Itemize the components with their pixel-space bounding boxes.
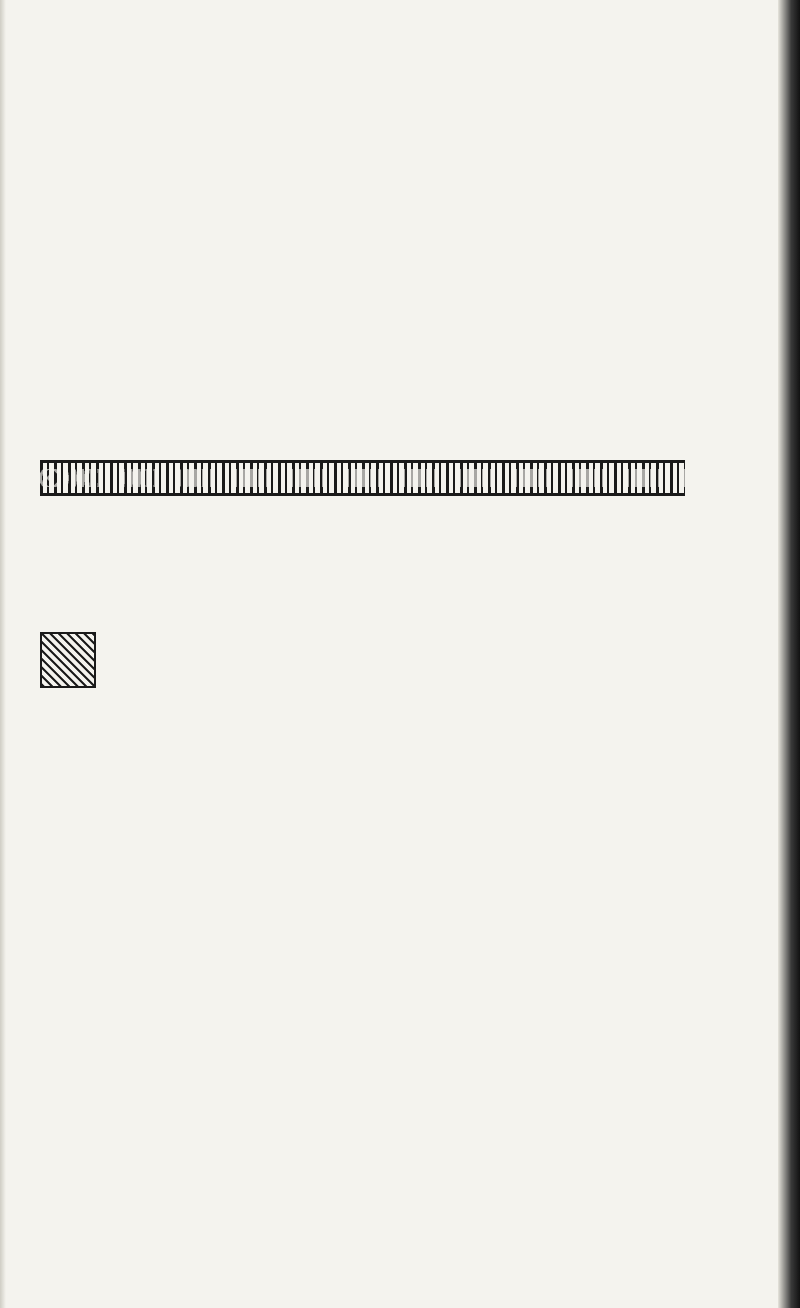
text-line [40, 1130, 685, 1162]
text-line [40, 660, 685, 692]
text-line [40, 1033, 685, 1065]
text-line [40, 937, 685, 969]
text-line [40, 693, 685, 725]
text-line [40, 904, 685, 936]
text-line [40, 872, 685, 904]
text-line [40, 1182, 685, 1214]
text-line [40, 1001, 685, 1033]
text-line [40, 1066, 685, 1098]
paragraph-prognosticum [40, 1182, 685, 1247]
text-line [40, 822, 685, 854]
text-line [40, 789, 685, 821]
text-line [40, 1098, 685, 1130]
text-line [40, 1214, 685, 1246]
text-line [40, 757, 685, 789]
text-line [40, 628, 685, 660]
page-header [40, 22, 680, 62]
paragraph-diagnostica [40, 872, 685, 1163]
page-binding-edge [778, 0, 800, 1308]
page-left-edge [0, 0, 6, 1308]
paragraph-definition [40, 628, 685, 854]
text-line [40, 725, 685, 757]
decorative-ornament-band [40, 460, 685, 496]
text-line [40, 969, 685, 1001]
